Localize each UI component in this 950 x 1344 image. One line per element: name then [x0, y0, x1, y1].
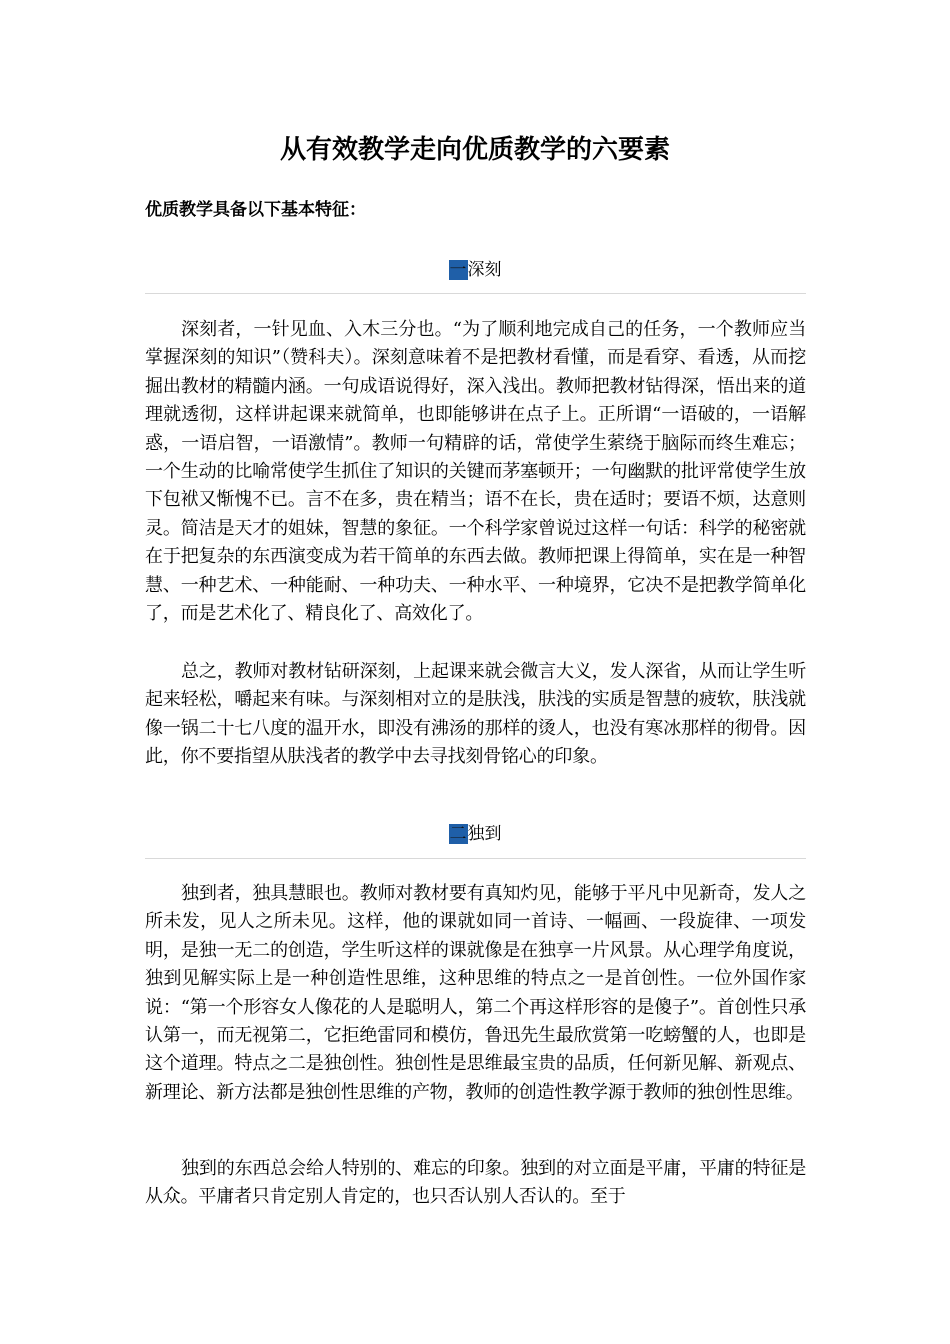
- section-title: 深刻: [467, 260, 502, 280]
- document-title: 从有效教学走向优质教学的六要素: [279, 135, 670, 165]
- section-heading-unique: [0, 822, 950, 846]
- section-divider: [145, 858, 806, 859]
- section-divider: [145, 293, 806, 294]
- section-title: 独到: [467, 824, 502, 844]
- section-heading-deep: [0, 258, 950, 282]
- paragraph: 总之，教师对教材钻研深刻，上起课来就会微言大义，发人深省，从而让学生听起来轻松，嚼起来有味。与深刻相对立的是肤浅，肤浅的实质是智慧的疲软，肤浅就像一锅二十七八度的温开水，即没有沸汤的那样的烫人，也没有寒冰那样的彻骨。因此，你不要指望从肤浅者的教学中去寻找刻骨铭心的印象。: [145, 661, 806, 768]
- document-subtitle: 优质教学具备以下基本特征：: [145, 200, 366, 220]
- section-number: 二: [449, 824, 467, 844]
- paragraph: 独到的东西总会给人特别的、难忘的印象。独到的对立面是平庸，平庸的特征是从众。平庸者只肯定别人肯定的，也只否认别人否认的。至于: [145, 1158, 806, 1208]
- paragraph: 深刻者，一针见血、入木三分也。“为了顺利地完成自己的任务，一个教师应当掌握深刻的知识”（赞科夫）。深刻意味着不是把教材看懂，而是看穿、看透，从而挖掘出教材的精髓内涵。一句成语说得好，深入浅出。教师把教材钻得深，悟出来的道理就透彻，这样讲起课来就简单，也即能够讲在点子上。正所谓“一语破的，一语解惑，一语启智，一语激情”。教师一句精辟的话，常使学生萦绕于脑际而终生难忘；一个生动的比喻常使学生抓住了知识的关键而茅塞顿开；一句幽默的批评常使学生放下包袱又惭愧不已。言不在多，贵在精当；语不在长，贵在适时；要语不烦，达意则灵。简洁是天才的姐妹，智慧的象征。一个科学家曾说过这样一句话：科学的秘密就在于把复杂的东西演变成为若干简单的东西去做。教师把课上得简单，实在是一种智慧、一种艺术、一种能耐、一种功夫、一种水平、一种境界，它决不是把教学简单化了，而是艺术化了、精良化了、高效化了。: [145, 319, 806, 625]
- paragraph: 独到者，独具慧眼也。教师对教材要有真知灼见，能够于平凡中见新奇，发人之所未发，见人之所未见。这样，他的课就如同一首诗、一幅画、一段旋律、一项发明，是独一无二的创造，学生听这样的课就像是在独享一片风景。从心理学角度说，独到见解实际上是一种创造性思维，这种思维的特点之一是首创性。一位外国作家说：“第一个形容女人像花的人是聪明人，第二个再这样形容的是傻子”。首创性只承认第一，而无视第二，它拒绝雷同和模仿，鲁迅先生最欣赏第一吃螃蟹的人，也即是这个道理。特点之二是独创性。独创性是思维最宝贵的品质，任何新见解、新观点、新理论、新方法都是独创性思维的产物，教师的创造性教学源于教师的独创性思维。: [145, 883, 806, 1103]
- section-number: 一: [449, 260, 467, 280]
